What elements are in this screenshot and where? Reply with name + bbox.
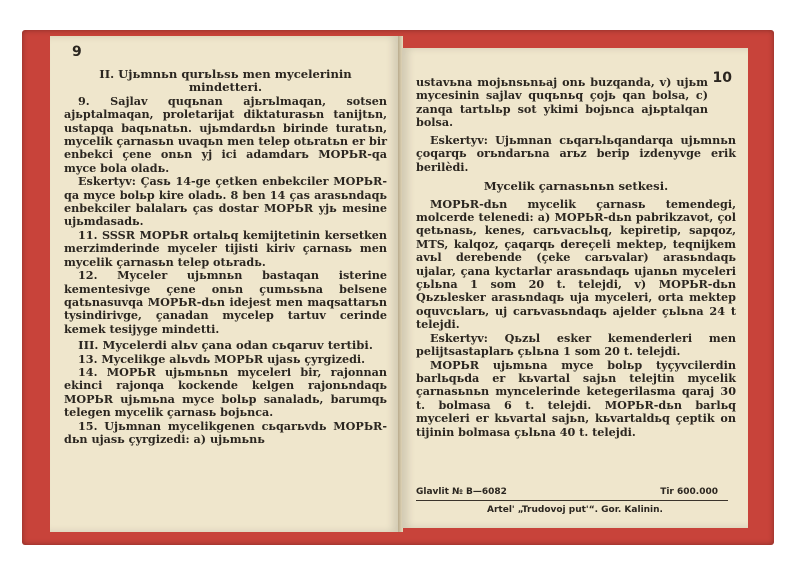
printer-line: Artel' „Trudovoj put'“. Gor. Kalinin.: [487, 505, 663, 515]
page-number-left: 9: [72, 44, 82, 60]
footer-rule: [416, 500, 728, 501]
section-heading-3: III. Mycelerdi alьv çana odan cьqaruv tertibi.: [78, 338, 373, 353]
print-run: Tir 600.000: [660, 487, 718, 497]
page-number-right: 10: [712, 70, 732, 86]
paragraph-14: 14. MOPЬR ujьmьnьn mycelerі bir, rajonnan ekinci rajonqa kockende kelgen rajonьndaqь MOPЬR ujьmьna myce bolьp sanaladь, barumqь telegen mycelik çarnasь bojьnca.: [64, 364, 387, 420]
right-page: [402, 48, 748, 528]
note-age: Eskertyv: Çasь 14-ge çetken enbekciler MOPЬR-qa myce bolьp kire oladь. 8 ben 14 ças arasьndaqь enbekciler balalarь ças dostar MOPЬR yjь mesine ujьmdasadь.: [64, 174, 387, 229]
left-page-text: [64, 68, 387, 446]
note-appeal: Eskertyv: Ujьmnan cьqarьlьqandarqa ujьmnьn çoqarqь orьndarьna arьz berip izdenyvge erik berilèdi.: [416, 133, 736, 174]
left-page: [50, 36, 399, 532]
intro-paragraph: ustavьna mojьnsьnьaj onь buzqanda, v) ujьm mycesinin sajlav quqьnьq çojь qan bolsa, c) zanqa tartьlьp sot ykimi bojьnca ajьptalqan bolsa.: [416, 75, 708, 130]
glavlit-number: Glavlit № B—6082: [416, 487, 507, 497]
section-heading-2: II. Ujьmnьn qurьlьsь men mycelerinin mindetteri.: [99, 67, 352, 95]
paragraph-11: 11. SSSR MOPЬR ortalьq kemijtetinin kersetken merzimderinde myceler tijisti kiriv çarnasь men mycelik çarnasьn telep otьradь.: [64, 227, 387, 269]
right-page-intro: [416, 76, 708, 130]
right-page-text: [416, 134, 736, 439]
paragraph-13: 13. Mycelikge alьvdь MOPЬR ujasь çyrgizedi.: [78, 351, 366, 366]
dues-paragraph-2: MOPЬR ujьmьna myce bolьp tyçyvcilerdin barlьqьda er kьvartal sajьn telejtin mycelik çarnasьnьn myncelerinde ketegerilasma qaraj 30 t. bolmasa 6 t. telejdi. MOPЬR-dьn barlьq myceleri er kьvartal sajьn, kьvartaldьq çeptik on tijinin bolmasa çьlьna 40 t. telejdi.: [416, 357, 736, 439]
dues-paragraph: MOPЬR-dьn mycelik çarnasь temendegi, molcerde telenedi: a) MOPЬR-dьn pabrikzavot, çol qetьnasь, kenes, carьvacьlьq, kepiretip, sapqoz, MTS, kalqoz, çaqarqь dereçeli mektep, teqnijkem avьl derebende (çeke carьvalar) arasьndaqь ujalar, çana kyctarlar arasьndaqь ujanьn myceleri çьlьna 1 som 20 t. telejdi, v) MOPЬR-dьn Qьzьlesker arasьndaqь uja myceleri, orta mektep oquvcьlarь, uj carьvasьndaqь ajelder çьlьna 24 t telejdi.: [416, 196, 736, 332]
paragraph-9: 9. Sajlav quqьnan ajьrьlmaqan, sotsen ajьptalmaqan, proletarijat diktaturasьn tanijtьn, ustapqa baqьnatьn. ujьmdardьn birinde turatьn, mycelik çarnasьn uvaqьn men telep otьratьn er bir enbekci çene onьn yj ici adamdarь MOPЬR-qa myce bola oladь.: [64, 93, 387, 175]
section-heading-dues: Mycelik çarnasьnьn setkesi.: [483, 179, 669, 194]
paragraph-12: 12. Myceler ujьmnьn bastaqan isterine kementesivge çene onьn çumьsьna belsene qatьnasuvqa MOPЬR-dьn idejest men maqsattarьn tysindirivge, çanadan mycelep tartuv cerinde kemek tesijyge mindetti.: [64, 268, 387, 336]
note-commanders: Eskertyv: Qьzьl esker kemenderleri men pelijtsastaplarь çьlьna 1 som 20 t. telejdi.: [416, 330, 736, 359]
paragraph-15: 15. Ujьmnan mycelikgenen cьqarьvdь MOPЬR-dьn ujasь çyrgizedi: a) ujьmьnь: [64, 418, 387, 446]
